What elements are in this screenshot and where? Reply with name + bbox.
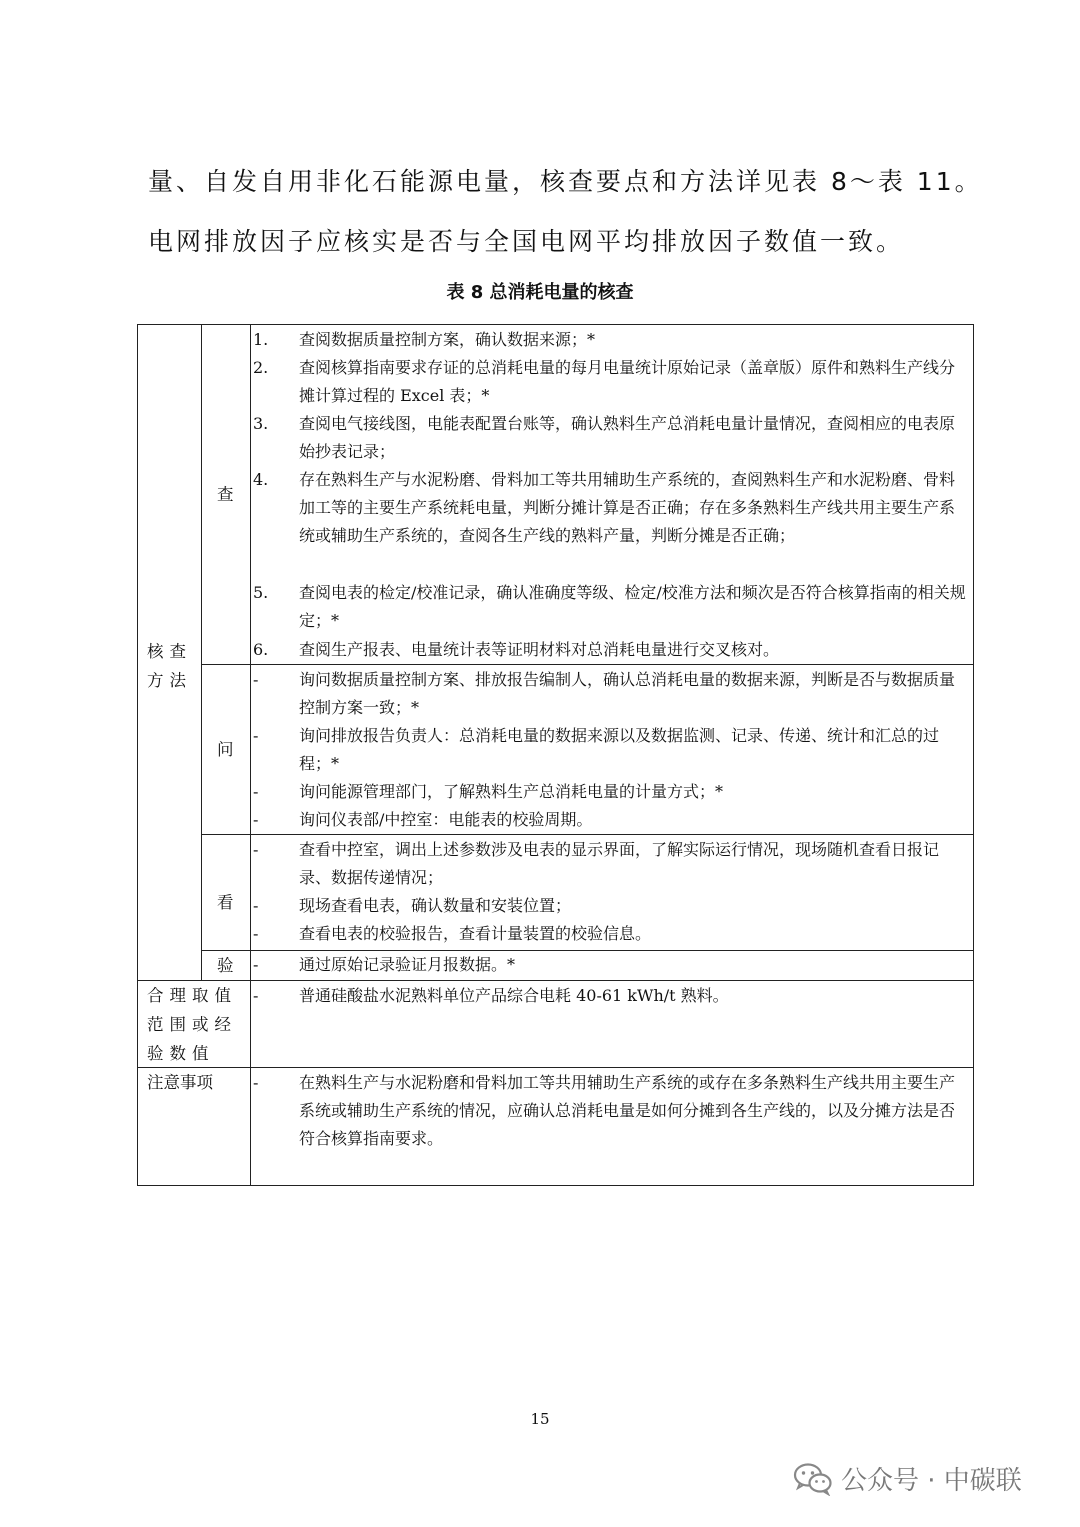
page-number: 15	[530, 1410, 550, 1428]
intro-line-1: 量、自发自用非化石能源电量，核查要点和方法详见表 8～表 11。	[148, 167, 983, 196]
list-item	[253, 326, 966, 354]
verification-table	[137, 324, 974, 1186]
sub-label-cell-kan	[201, 834, 251, 951]
sub-label-cell-yan	[201, 950, 251, 981]
list-item	[253, 579, 966, 635]
list-item	[253, 892, 966, 920]
notes-label-cell	[137, 1067, 251, 1186]
list-item	[253, 806, 966, 834]
list-marker: -	[253, 955, 259, 974]
list-text: 询问数据质量控制方案、排放报告编制人，确认总消耗电量的数据来源，判断是否与数据质量控制方案一致；*	[299, 670, 956, 717]
list-text: 询问能源管理部门，了解熟料生产总消耗电量的计量方式；*	[299, 782, 724, 801]
list-marker: -	[253, 896, 259, 915]
list-text: 普通硅酸盐水泥熟料单位产品综合电耗 40-61 kWh/t 熟料。	[299, 986, 729, 1005]
list-item	[253, 1069, 966, 1153]
list-marker: -	[253, 670, 259, 689]
list-text: 存在熟料生产与水泥粉磨、骨料加工等共用辅助生产系统的，查阅熟料生产和水泥粉磨、骨料加工等的主要生产系统耗电量，判断分摊计算是否正确；存在多条熟料生产线共用主要生产系统或辅助生产系统的，查阅各生产线的熟料产量，判断分摊是否正确；	[299, 470, 956, 545]
list-marker: -	[253, 986, 259, 1005]
list-item	[253, 354, 966, 410]
list-marker: -	[253, 810, 259, 829]
list-text: 查看电表的校验报告，查看计量装置的校验信息。	[299, 924, 652, 943]
list-text: 通过原始记录验证月报数据。*	[299, 955, 516, 974]
list-marker: -	[253, 1073, 259, 1092]
list-item	[253, 778, 966, 806]
intro-line-2: 电网排放因子应核实是否与全国电网平均排放因子数值一致。	[148, 227, 905, 256]
list-marker: -	[253, 782, 259, 801]
list-item	[253, 836, 966, 892]
table-caption: 表 8 总消耗电量的核查	[446, 282, 634, 303]
sub-label-cell-wen	[201, 664, 251, 835]
list-marker: 5.	[253, 583, 269, 602]
list-marker: 6.	[253, 640, 269, 659]
list-text: 查看中控室，调出上述参数涉及电表的显示界面，了解实际运行情况，现场随机查看日报记录、数据传递情况；	[299, 840, 940, 887]
watermark	[793, 1460, 1022, 1497]
list-text: 询问仪表部/中控室：电能表的校验周期。	[299, 810, 593, 829]
list-text: 询问排放报告负责人：总消耗电量的数据来源以及数据监测、记录、传递、统计和汇总的过程；*	[299, 726, 940, 773]
list-marker: 3.	[253, 414, 269, 433]
list-text: 查阅数据质量控制方案，确认数据来源；*	[299, 330, 596, 349]
list-marker: -	[253, 840, 259, 859]
list-text: 查阅核算指南要求存证的总消耗电量的每月电量统计原始记录（盖章版）原件和熟料生产线分摊计算过程的 Excel 表；*	[299, 358, 956, 405]
wechat-icon	[793, 1462, 833, 1496]
list-text: 在熟料生产与水泥粉磨和骨料加工等共用辅助生产系统的或存在多条熟料生产线共用主要生产系统或辅助生产系统的情况，应确认总消耗电量是如何分摊到各生产线的，以及分摊方法是否符合核算指南要求。	[299, 1073, 956, 1148]
sub-label-kan: 看	[217, 893, 234, 912]
list-marker: -	[253, 726, 259, 745]
list-item	[253, 666, 966, 722]
list-item	[253, 920, 966, 948]
list-marker: 4.	[253, 470, 269, 489]
list-item	[253, 722, 966, 778]
sub-label-cell-cha	[201, 324, 251, 665]
list-text: 查阅电表的检定/校准记录，确认准确度等级、检定/校准方法和频次是否符合核算指南的相关规定；*	[299, 583, 966, 630]
range-label: 合理取值范围或经验数值	[147, 986, 237, 1063]
sub-label-cha: 查	[217, 485, 234, 504]
list-item	[253, 951, 966, 979]
range-label-cell	[137, 980, 251, 1068]
list-item	[253, 636, 966, 664]
sub-label-wen: 问	[217, 740, 234, 759]
method-label: 核查方法	[147, 642, 192, 690]
notes-label: 注意事项	[147, 1073, 213, 1092]
list-item	[253, 982, 966, 1010]
watermark-text: 公众号 · 中碳联	[841, 1466, 1022, 1496]
list-item	[253, 410, 966, 466]
list-text: 查阅电气接线图，电能表配置台账等，确认熟料生产总消耗电量计量情况，查阅相应的电表原始抄表记录；	[299, 414, 956, 461]
list-marker: 1.	[253, 330, 269, 349]
list-text: 现场查看电表，确认数量和安装位置；	[299, 896, 572, 915]
list-marker: 2.	[253, 358, 269, 377]
list-text: 查阅生产报表、电量统计表等证明材料对总消耗电量进行交叉核对。	[299, 640, 780, 659]
list-item	[253, 466, 966, 550]
sub-label-yan: 验	[217, 956, 234, 975]
list-marker: -	[253, 924, 259, 943]
